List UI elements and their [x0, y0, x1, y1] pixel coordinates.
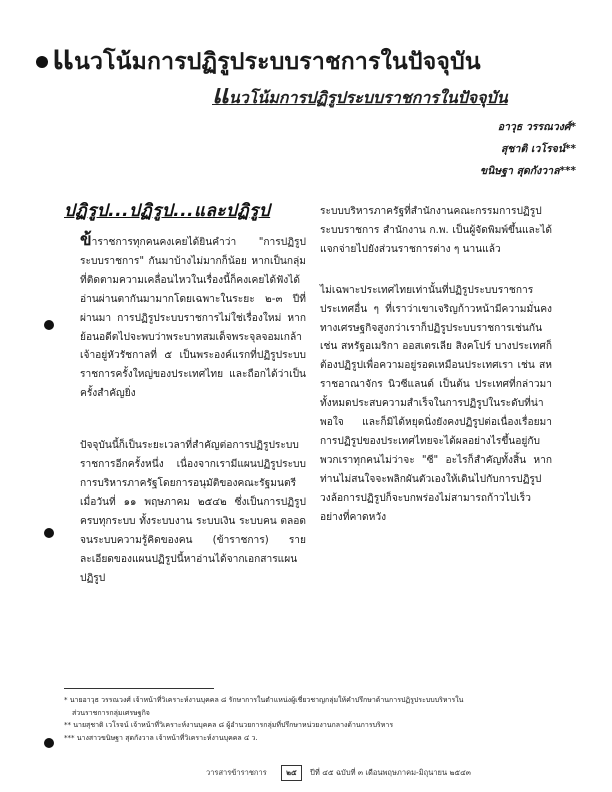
journal-name: วารสารข้าราชการ [206, 768, 267, 777]
right-paragraph-2: ไม่เฉพาะประเทศไทยเท่านั้นที่ปฏิรูประบบราชการ ประเทศอื่น ๆ ที่เราว่าเขาเจริญก้าวหน้ามีความมั่นคงทางเศรษฐกิจสูงกว่าเราก็ปฏิรูประบบราชการเช่นกัน เช่น สหรัฐอเมริกา ออสเตรเลีย สิงคโปร์ บางประเทศก็ต้องปฏิรูปเพื่อความอยู่รอดเหมือนประเทศเรา เช่น สหราชอาณาจักร นิวซีแลนด์ เป็นต้น ประเทศที่กล่าวมาทั้งหมดประสบความสำเร็จในการปฏิรูปในระดับที่น่าพอใจ และก็มิได้หยุดนิ่งยังคงปฏิรูปต่อเนื่องเรื่อยมา การปฏิรูปของประเทศไทยจะได้ผลอย่างไรขึ้นอยู่กับพวกเราทุกคนไม่ว่าจะ "ซี" อะไรก็สำคัญทั้งสิ้น หากท่านไม่สนใจจะพลิกผันตัวเองให้เดินไปกับการปฏิรูป วงล้อการปฏิรูปก็จะบกพร่องไม่สามารถก้าวไปเร็วอย่างที่คาดหวัง [320, 284, 552, 523]
title-echo-first-letter: แ [212, 80, 229, 110]
footnotes [64, 694, 554, 744]
footnote-3: *** นางสาวขนิษฐา สุดกังวาล เจ้าหน้าที่วิเคราะห์งานบุคคล ๔ ว. [64, 733, 258, 742]
margin-bullet-3 [44, 738, 54, 748]
section-heading: ปฏิรูป...ปฏิรูป...และปฏิรูป [64, 201, 271, 221]
article-title-echo [212, 74, 592, 115]
author-list [480, 116, 576, 182]
title-bullet [36, 56, 48, 68]
left-column [80, 231, 306, 588]
title-first-letter: แ [52, 38, 75, 78]
title-echo-rest: นวโน้มการปฏิรูประบบราชการในปัจจุบัน [228, 88, 508, 107]
footnote-divider [64, 688, 214, 689]
title-rest: นวโน้มการปฏิรูประบบราชการในปัจจุบัน [74, 49, 481, 75]
left-paragraph-1-text: าราชการทุกคนคงเคยได้ยินคำว่า "การปฏิรูประบบราชการ" กันมาบ้างไม่มากก็น้อย หากเป็นกลุ่มที่ติดตามความเคลื่อนไหวในเรื่องนี้ก็คงเคยได้ฟังได้อ่านผ่านตากันมามากโดยเฉพาะในระยะ ๒-๓ ปีที่ผ่านมา การปฏิรูประบบราชการไม่ใช่เรื่องใหม่ หากย้อนอดีตไปจะพบว่าพระบาทสมเด็จพระจุลจอมเกล้าเจ้าอยู่หัวรัชกาลที่ ๕ เป็นพระองค์แรกที่ปฏิรูประบบราชการครั้งใหญ่ของประเทศไทย และถือกได้ว่าเป็นครั้งสำคัญยิ่ง [80, 237, 306, 400]
page-number: ๒๕ [281, 765, 302, 781]
author-2: สุชาติ เวโรจน์** [501, 143, 576, 155]
author-1: อาวุธ วรรณวงศ์* [497, 121, 576, 133]
footnote-2: ** นายสุชาติ เวโรจน์ เจ้าหน้าที่วิเคราะห์งานบุคคล ๘ ผู้อำนวยการกลุ่มที่ปรึกษาหน่วยงานกลางด้านการบริหาร [64, 721, 394, 729]
issue-info: ปีที่ ๔๕ ฉบับที่ ๓ เดือนพฤษภาคม-มิถุนายน ๒๕๔๓ [310, 768, 471, 777]
margin-bullet-1 [44, 320, 54, 330]
right-column [320, 203, 552, 528]
footnote-1: * นายอาวุธ วรรณวงศ์ เจ้าหน้าที่วิเคราะห์งานบุคคล ๘ รักษาการในตำแหน่งผู้เชี่ยวชาญกลุ่มให้คำปรึกษาด้านการปฏิรูประบบบริหารใน [64, 696, 464, 704]
left-paragraph-2: ปัจจุบันนี้ก็เป็นระยะเวลาที่สำคัญต่อการปฏิรูประบบราชการอีกครั้งหนึ่ง เนื่องจากเรามีแผนปฏิรูประบบการบริหารภาครัฐโดยการอนุมัติของคณะรัฐมนตรีเมื่อวันที่ ๑๑ พฤษภาคม ๒๕๔๒ ซึ่งเป็นการปฏิรูปครบทุกระบบ ทั้งระบบงาน ระบบเงิน ระบบคน ตลอดจนระบบความรู้คิดของคน (ข้าราชการ) รายละเอียดของแผนปฏิรูปนี้หาอ่านได้จากเอกสารแผนปฏิรูป [80, 440, 306, 584]
right-paragraph-1: ระบบบริหารภาครัฐที่สำนักงานคณะกรรมการปฏิรูประบบราชการ สำนักงาน ก.พ. เป็นผู้จัดพิมพ์ขึ้นและได้แจกจ่ายไปยังส่วนราชการต่าง ๆ นานแล้ว [320, 206, 552, 255]
footnote-1-cont: ส่วนราชการกลุ่มเศรษฐกิจ [72, 708, 150, 717]
left-paragraph-1 [80, 231, 306, 404]
margin-bullet-2 [44, 528, 54, 538]
page-footer [206, 765, 471, 781]
drop-cap: ข้ [80, 230, 92, 250]
author-3: ขนิษฐา สุดกังวาล*** [479, 165, 576, 177]
